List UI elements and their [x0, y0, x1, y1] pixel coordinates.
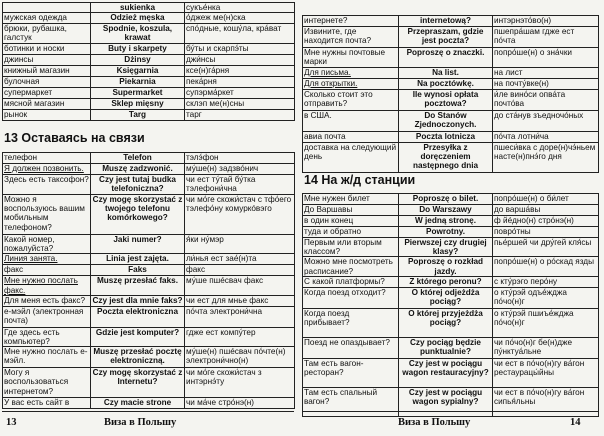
page-number-14: 14	[570, 417, 581, 428]
russian-cell: авиа почта	[303, 132, 399, 143]
transcription-cell: гдже ест компу́тер	[185, 327, 295, 346]
left-vocab-table-bottom	[2, 152, 295, 409]
polish-cell: O której przyjeżdża pociąg?	[399, 308, 493, 337]
table-row	[3, 55, 295, 66]
transcription-cell: чи мо́ге скожи́стач с тфо́его тэлефо́ну комуркóвэго	[185, 195, 295, 235]
polish-cell: Czy mogę skorzystać z twojego telefonu komórkowego?	[91, 195, 185, 235]
russian-cell: Там есть вагон-ресторан?	[303, 358, 399, 387]
table-row	[303, 205, 599, 216]
page-number-13: 13	[6, 417, 17, 428]
russian-cell: Мне нужен билет	[303, 194, 399, 205]
table-row	[3, 77, 295, 88]
russian-cell: Мне нужны почтовые марки	[303, 48, 399, 68]
right-page	[302, 0, 604, 436]
table-row	[303, 276, 599, 287]
table-row	[3, 327, 295, 346]
table-row	[3, 175, 295, 195]
footer-title-left: Виза в Польшу	[104, 417, 177, 428]
russian-cell: Когда поезд отходит?	[303, 287, 399, 308]
transcription-cell: ксе(н)га́рня	[185, 66, 295, 77]
table-row	[3, 254, 295, 265]
left-vocab-table-top	[2, 2, 295, 121]
transcription-cell: чи ест для мнье факс	[185, 295, 295, 306]
table-row	[303, 287, 599, 308]
transcription-cell: пшеси́вка с доре(н)чэ́ньем насте(н)пнэ́го дня	[493, 143, 599, 173]
polish-cell: Poproszę o bilet.	[399, 194, 493, 205]
polish-cell: O której odjeżdża pociąg?	[399, 287, 493, 308]
table-row	[3, 347, 295, 368]
table-row	[303, 337, 599, 358]
russian-cell: Можно мне посмотреть расписание?	[303, 257, 399, 276]
polish-cell: Pierwszej czy drugiej klasy?	[399, 238, 493, 257]
transcription-cell: повро́тны	[493, 227, 599, 238]
polish-cell: Przepraszam, gdzie jest poczta?	[399, 27, 493, 48]
table-row	[303, 27, 599, 48]
polish-cell: Poproszę o rozkład jazdy.	[399, 257, 493, 276]
table-row	[3, 110, 295, 121]
polish-cell: Faks	[91, 265, 185, 276]
transcription-cell: бу́ты и скарпэ́ты	[185, 44, 295, 55]
table-row	[303, 238, 599, 257]
transcription-cell: ли́нья ест зае́(н)та	[185, 254, 295, 265]
transcription-cell: факс	[185, 265, 295, 276]
section-title-14: 14 На ж/д станции	[304, 173, 416, 187]
polish-cell: internetową?	[399, 16, 493, 27]
russian-cell: Извините, где находится почта?	[303, 27, 399, 48]
transcription-cell: на почту́вке(н)	[493, 79, 599, 90]
polish-cell: Sklep mięsny	[91, 99, 185, 110]
russian-cell: Где здесь есть компьютер?	[3, 327, 91, 346]
russian-cell: в один конец	[303, 216, 399, 227]
russian-cell: Когда поезд прибывает?	[303, 308, 399, 337]
russian-cell: мужская одежда	[3, 13, 91, 24]
polish-cell: Z którego peronu?	[399, 276, 493, 287]
polish-cell: Piekarnia	[91, 77, 185, 88]
russian-cell: телефон	[3, 153, 91, 164]
footer-title-right: Виза в Польшу	[398, 417, 471, 428]
polish-cell: Muszę przesłać faks.	[91, 276, 185, 295]
table-row	[3, 3, 295, 13]
section-title-13: 13 Оставаясь на связи	[4, 131, 145, 145]
transcription-cell: до ста́нув зъедночо́ных	[493, 111, 599, 132]
transcription-cell: джи́нсы	[185, 55, 295, 66]
transcription-cell: я́ки ну́мэр	[185, 235, 295, 254]
transcription-cell: чи мо́ге скожи́стач з интэрнэ́ту	[185, 368, 295, 398]
polish-cell: Muszę zadzwonić.	[91, 164, 185, 175]
transcription-cell: до варша́вы	[493, 205, 599, 216]
transcription-cell: пшепра́шам гдже ест по́чта	[493, 27, 599, 48]
table-row	[303, 111, 599, 132]
polish-cell: Dżinsy	[91, 55, 185, 66]
russian-cell: булочная	[3, 77, 91, 88]
transcription-cell: сукъе́нка	[185, 3, 295, 13]
russian-cell: ботинки и носки	[3, 44, 91, 55]
russian-cell: Поезд не опаздывает?	[303, 337, 399, 358]
table-row	[3, 195, 295, 235]
table-row	[303, 194, 599, 205]
transcription-cell: чи ест в по́чо(н)гу ва́гон рестаурацы́йны	[493, 358, 599, 387]
transcription-cell: спо́дные, кошу́ла, кра́ват	[185, 24, 295, 44]
polish-cell: Supermarket	[91, 88, 185, 99]
russian-cell: Я должен позвонить.	[3, 164, 91, 175]
polish-cell: Gdzie jest komputer?	[91, 327, 185, 346]
table-row	[3, 398, 295, 409]
russian-cell: в США.	[303, 111, 399, 132]
russian-cell: мясной магазин	[3, 99, 91, 110]
table-row	[303, 358, 599, 387]
russian-cell: доставка на следующий день	[303, 143, 399, 173]
polish-cell: Przesyłka z doręczeniem następnego dnia	[399, 143, 493, 173]
left-page	[0, 0, 300, 436]
russian-cell: Мне нужно послать факс.	[3, 276, 91, 295]
russian-cell: джинсы	[3, 55, 91, 66]
russian-cell: Могу я воспользоваться интернетом?	[3, 368, 91, 398]
polish-cell: Muszę przesłać pocztę elektroniczną.	[91, 347, 185, 368]
polish-cell: Ile wynosi opłata pocztowa?	[399, 90, 493, 111]
polish-cell: Poproszę o znaczki.	[399, 48, 493, 68]
table-row	[303, 216, 599, 227]
transcription-cell: попро́ше(н) о зна́чки	[493, 48, 599, 68]
russian-cell: факс	[3, 265, 91, 276]
footer-rule	[302, 411, 598, 412]
table-row	[303, 227, 599, 238]
russian-cell: брюки, рубашка, галстук	[3, 24, 91, 44]
transcription-cell: интэрнэто́во(н)	[493, 16, 599, 27]
polish-cell: Do Warszawy	[399, 205, 493, 216]
table-row	[303, 16, 599, 27]
russian-cell: Какой номер, пожалуйста?	[3, 235, 91, 254]
table-row	[303, 143, 599, 173]
transcription-cell: тэлэ́фон	[185, 153, 295, 164]
russian-cell: Для открытки.	[303, 79, 399, 90]
table-row	[3, 44, 295, 55]
transcription-cell: о кту́рэй одъе́жджа по́чо(н)г	[493, 287, 599, 308]
table-row	[303, 48, 599, 68]
table-row	[303, 132, 599, 143]
table-row	[3, 265, 295, 276]
transcription-cell: о́джеж ме(н)ска	[185, 13, 295, 24]
polish-cell: Czy mogę skorzystać z Internetu?	[91, 368, 185, 398]
table-row	[3, 66, 295, 77]
polish-cell: Linia jest zajęta.	[91, 254, 185, 265]
transcription-cell: супэрма́ркет	[185, 88, 295, 99]
russian-cell	[3, 3, 91, 13]
transcription-cell: и́ле вино́си опва́та почто́ва	[493, 90, 599, 111]
polish-cell: Księgarnia	[91, 66, 185, 77]
polish-cell: Poczta lotnicza	[399, 132, 493, 143]
transcription-cell: му́ше(н) пшéсвач по́чте(н) электрони́чно(н)	[185, 347, 295, 368]
right-vocab-table-bottom	[302, 193, 599, 417]
russian-cell: Для меня есть факс?	[3, 295, 91, 306]
table-row	[303, 308, 599, 337]
transcription-cell: чи ма́че стро́нэ(н)	[185, 398, 295, 409]
footer-rule	[2, 411, 294, 412]
polish-cell: Czy jest w pociągu wagon restauracyjny?	[399, 358, 493, 387]
russian-cell: С какой платформы?	[303, 276, 399, 287]
polish-cell: Telefon	[91, 153, 185, 164]
polish-cell: Na pocztówkę.	[399, 79, 493, 90]
table-row	[3, 368, 295, 398]
russian-cell: интернете?	[303, 16, 399, 27]
polish-cell: Poczta elektroniczna	[91, 306, 185, 327]
transcription-cell: на лист	[493, 68, 599, 79]
transcription-cell: по́чта электрони́чна	[185, 306, 295, 327]
transcription-cell: попро́ше(н) о би́лет	[493, 194, 599, 205]
transcription-cell: склэп ме(н)сны	[185, 99, 295, 110]
polish-cell: Czy jest dla mnie faks?	[92, 295, 183, 305]
table-row	[3, 88, 295, 99]
right-vocab-table-top	[302, 15, 599, 173]
table-row	[3, 164, 295, 175]
transcription-cell: му́ше пшéсвач факс	[185, 276, 295, 295]
table-row	[3, 306, 295, 327]
polish-cell: Czy pociąg będzie punktualnie?	[399, 337, 493, 358]
transcription-cell: чи ест в по́чо(н)гу ва́гон сипья́льны	[493, 387, 599, 416]
russian-cell: Линия занята.	[3, 254, 91, 265]
table-row	[3, 24, 295, 44]
russian-cell: Мне нужно послать е-мэйл.	[3, 347, 91, 368]
russian-cell: книжный магазин	[3, 66, 91, 77]
transcription-cell: по́чта лотни́ча	[493, 132, 599, 143]
russian-cell: Здесь есть таксофон?	[3, 175, 91, 195]
russian-cell: Для письма.	[303, 68, 399, 79]
table-row	[303, 90, 599, 111]
table-row	[3, 295, 295, 306]
polish-cell: W jedną stronę.	[399, 216, 493, 227]
table-row	[303, 257, 599, 276]
table-row	[3, 235, 295, 254]
transcription-cell: пье́ршей чи дру́гей кля́сы	[493, 238, 599, 257]
russian-cell: Там есть спальный вагон?	[303, 387, 399, 416]
russian-cell: е-мэйл (электронная почта)	[3, 306, 91, 327]
russian-cell: туда и обратно	[303, 227, 399, 238]
polish-cell: sukienka	[91, 3, 185, 13]
transcription-cell: с кту́рэго перо́ну	[493, 276, 599, 287]
table-row	[303, 68, 599, 79]
table-row	[303, 79, 599, 90]
table-row	[3, 153, 295, 164]
russian-cell: Сколько стоит это отправить?	[303, 90, 399, 111]
russian-cell: У вас есть сайт в	[3, 398, 91, 409]
table-row	[3, 99, 295, 110]
transcription-cell: ф йéдно(н) стро́нэ(н)	[493, 216, 599, 227]
table-row	[3, 276, 295, 295]
transcription-cell: о кту́рэй пшиъе́жджа по́чо(н)г	[493, 308, 599, 337]
polish-cell: Czy jest tutaj budka telefoniczna?	[91, 175, 185, 195]
table-row	[3, 13, 295, 24]
russian-cell: рынок	[3, 110, 91, 121]
transcription-cell: чи по́чо(н)г бе(н)дже пу́нктуа́льне	[493, 337, 599, 358]
polish-cell: Jaki numer?	[91, 235, 185, 254]
transcription-cell: пека́рня	[185, 77, 295, 88]
polish-cell: Spodnie, koszula, krawat	[91, 24, 185, 44]
transcription-cell: чи ест ту́тай бу́тка тэлефони́чна	[185, 175, 295, 195]
polish-cell: Czy macie strone	[91, 398, 185, 409]
polish-cell: Odzież męska	[91, 13, 185, 24]
polish-cell: Powrotny.	[399, 227, 493, 238]
polish-cell: Na list.	[399, 68, 493, 79]
transcription-cell: му́ше(н) задзво́нич	[185, 164, 295, 175]
russian-cell: Можно я воспользуюсь вашим мобильным телефоном?	[3, 195, 91, 235]
polish-cell: Buty i skarpety	[91, 44, 185, 55]
polish-cell: Do Stanów Zjednoczonych.	[399, 111, 493, 132]
transcription-cell: попро́ше(н) о ро́скад язды	[493, 257, 599, 276]
polish-cell: Czy jest w pociągu wagon sypialny?	[399, 387, 493, 416]
russian-cell: супермаркет	[3, 88, 91, 99]
transcription-cell: тарг	[185, 110, 295, 121]
russian-cell: До Варшавы	[303, 205, 399, 216]
polish-cell: Targ	[91, 110, 185, 121]
russian-cell: Первым или вторым классом?	[303, 238, 399, 257]
